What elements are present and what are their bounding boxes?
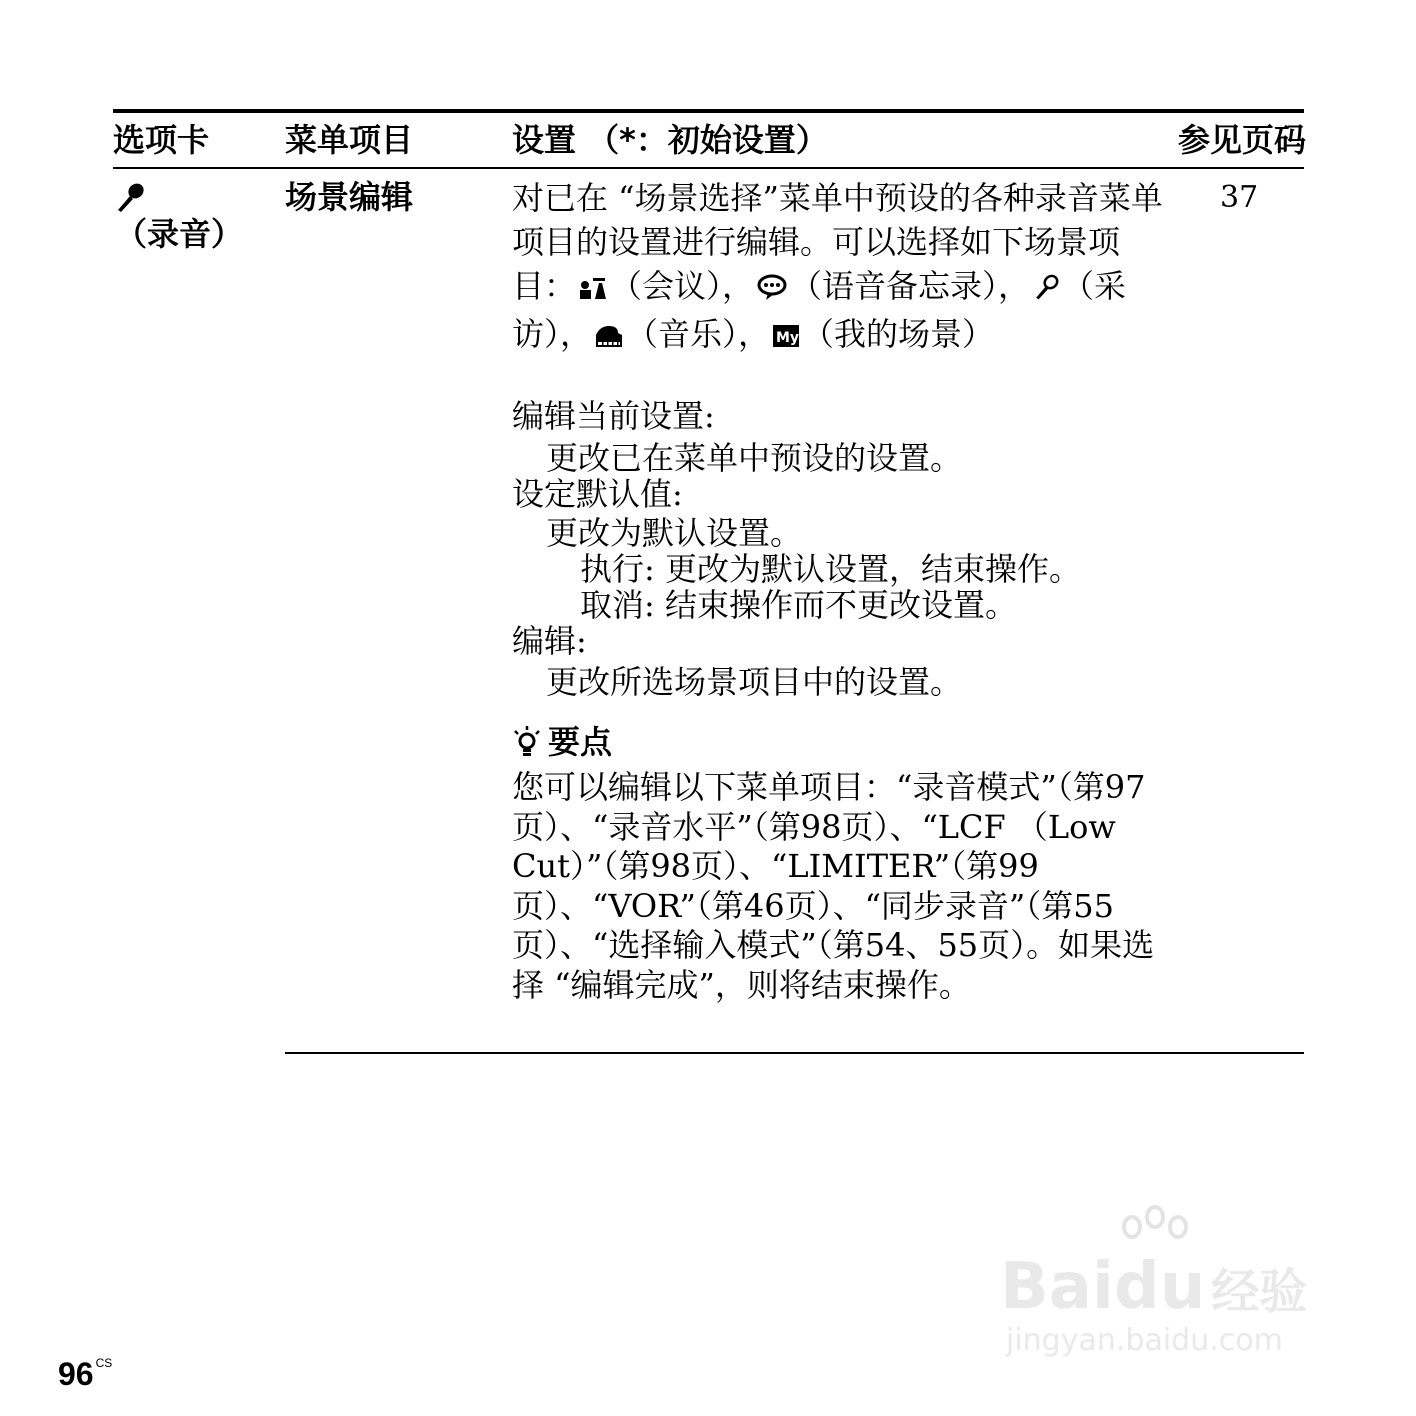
page-number-suffix: CS bbox=[95, 1356, 113, 1370]
tip-title: 要点 bbox=[548, 723, 613, 761]
set-default-label: 设定默认值: bbox=[512, 475, 683, 513]
voice-memo-scene-icon bbox=[756, 268, 788, 312]
table-bottom-rule bbox=[285, 1052, 1304, 1054]
set-default-desc: 更改为默认设置。 bbox=[546, 514, 803, 552]
scene-meeting-label: （会议）， bbox=[610, 267, 755, 305]
description-intro: 对已在 “场景选择”菜单中预设的各种录音菜单项目的设置进行编辑。可以选择如下场景项目： bbox=[512, 179, 1163, 305]
tab-cell bbox=[113, 180, 273, 254]
tip-heading bbox=[512, 722, 612, 768]
cancel-option: 取消: 结束操作而不更改设置。 bbox=[580, 586, 1017, 624]
watermark-url: jingyan.baidu.com bbox=[1006, 1323, 1283, 1358]
header-menu-item: 菜单项目 bbox=[285, 121, 414, 159]
watermark-cn: 经验 bbox=[1211, 1264, 1308, 1320]
header-page-ref: 参见页码 bbox=[1178, 121, 1307, 159]
scene-my-label: （我的场景） bbox=[802, 315, 995, 353]
my-scene-icon bbox=[772, 316, 800, 360]
svg-text:My: My bbox=[776, 330, 800, 346]
edit-desc: 更改所选场景项目中的设置。 bbox=[546, 663, 963, 701]
watermark-brand: Bai bbox=[1000, 1250, 1114, 1324]
table-top-rule bbox=[113, 109, 1304, 113]
menu-item-label: 场景编辑 bbox=[285, 178, 414, 216]
page-number bbox=[58, 1345, 112, 1392]
interview-scene-icon bbox=[1032, 268, 1060, 312]
execute-option: 执行: 更改为默认设置，结束操作。 bbox=[580, 550, 1081, 588]
baidu-watermark bbox=[1000, 1205, 1330, 1365]
header-tab: 选项卡 bbox=[113, 121, 210, 159]
header-setting: 设置 （*：初始设置） bbox=[512, 121, 828, 159]
page-reference: 37 bbox=[1220, 180, 1259, 215]
tip-text: 您可以编辑以下菜单项目：“录音模式”（第97页）、“录音水平”（第98页）、“LCF （Low Cut）”（第98页）、“LIMITER”（第99页）、“VOR”（第46页）、“同步录音”（第55页）、“选择输入模式”（第54、55页）。如果选择 “编辑完成”，则将结束操作。 bbox=[512, 768, 1155, 1004]
watermark-brand2: du bbox=[1113, 1250, 1206, 1324]
setting-description bbox=[512, 176, 1172, 360]
meeting-scene-icon bbox=[578, 268, 608, 312]
microphone-icon bbox=[113, 180, 273, 214]
tab-label: （录音） bbox=[115, 215, 244, 253]
table-header-rule bbox=[113, 167, 1304, 169]
music-scene-icon bbox=[594, 316, 624, 360]
edit-current-label: 编辑当前设置: bbox=[512, 397, 715, 435]
scene-music-label: （音乐）， bbox=[626, 315, 771, 353]
edit-current-desc: 更改已在菜单中预设的设置。 bbox=[546, 439, 963, 477]
lightbulb-icon bbox=[512, 725, 542, 768]
edit-label: 编辑: bbox=[512, 622, 587, 660]
scene-interview-label: （采访）， bbox=[512, 267, 1127, 353]
scene-voice-memo-label: （语音备忘录）， bbox=[790, 267, 1031, 305]
page-number-value: 96 bbox=[58, 1356, 94, 1392]
